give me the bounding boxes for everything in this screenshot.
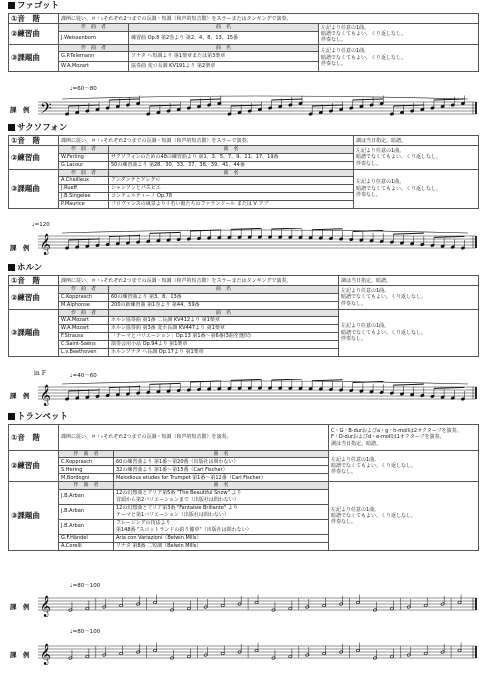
table-row: J.Rueff シャンソンとパスピエ [9, 184, 479, 192]
table-row: J.B.Arban 12の幻想曲とアリア第3番 "Fantaisie Brillante" より テーマと第1バリエーション（出版社は問わない） [9, 504, 479, 519]
table-row: W.Ferling サクソフォンのための48の練習曲より 第1、3、5、7、9、11、17、19番 [9, 153, 479, 161]
music-staff [38, 638, 478, 666]
table-row: J.B.Arban フレージングの技法より 第148番 "スコットランドの釣り鐘草"（出版社は問わない） [9, 519, 479, 534]
table-row: A.Chailleux アンダンテとアレグロ [9, 176, 479, 184]
score-example: in F ♩=40～60 課 例 𝄞 [8, 370, 478, 410]
etude-note: 左記より任意の1曲。 暗譜でなくてもよい。くり返しなし。 伴奏なし。 [339, 286, 479, 309]
music-staff [38, 228, 478, 260]
requirements-table [8, 13, 479, 72]
etude-label: ②練習曲 [9, 24, 59, 44]
column-header-author: 作 曲 者 [59, 146, 109, 153]
section-title: ホルン [8, 263, 42, 274]
clef-icon: 𝄞 [40, 644, 51, 665]
section-title: サクソフォン [8, 123, 67, 134]
table-row: M.Bordogni Melodious etudes for Trumpet 第1番～第12番（Carl Fischer） [9, 474, 479, 482]
note-beam [393, 233, 423, 234]
note-beam [109, 387, 139, 388]
table-row: G.Lacour 50の練習曲より 第28、30、33、37、38、39、41、44番 [9, 161, 479, 169]
scale-text: 課例に従い、＃・♭それぞれ2つまでの長調・短調（和声的短音階）を演奏。 [59, 425, 329, 451]
score-example: ♩=80～100 課 例 𝄞 [8, 629, 478, 669]
column-header-piece: 曲 名 [129, 24, 319, 31]
table-row: G.P.Telemann ソナタ へ短調より 第1楽章または第3楽章 [9, 51, 479, 61]
square-bullet-icon [8, 124, 15, 131]
set-piece-note: 左記より任意の1曲。 暗譜でなくてもよい。くり返しなし。 伴奏なし。 [354, 169, 479, 208]
score-example: ♩=80～100 課 例 𝄞 [8, 583, 478, 619]
note-beam [150, 232, 180, 233]
table-row: S.Hering 32の練習曲より 第1番～第15番（Carl Fischer） [9, 466, 479, 474]
square-bullet-icon [8, 2, 15, 9]
column-header-author: 作 曲 者 [59, 286, 109, 293]
note-beam [190, 99, 220, 100]
set-piece-label: ③課題曲 [9, 309, 59, 356]
scale-text: 課例に従い、＃・♭それぞれ2つまでの長調・短調（和声的短音階）をスラーまたはタンギングで演奏。 [59, 276, 339, 286]
set-piece-note: 左記より任意の1曲。 暗譜でなくてもよい。くり返しなし。 伴奏なし。 [339, 309, 479, 356]
scale-text: 課例に従い、＃・♭それぞれ2つまでの長調・短調（和声的短音階）をスラーまたはタンギングで演奏。 [59, 14, 479, 24]
slur [62, 381, 468, 384]
set-piece-note: 左記より任意の1曲。 暗譜でなくてもよい。くり返しなし。 伴奏なし。 [329, 482, 479, 550]
note-beam [231, 228, 261, 229]
note-beam [109, 99, 139, 100]
note-beam [434, 387, 464, 388]
scale-note: 調は当日指定。暗譜。 [354, 136, 479, 146]
column-header-piece: 曲 名 [114, 451, 329, 458]
scale-label: ①音 階 [9, 425, 59, 451]
table-row: M.Alphonse 200の新練習曲 第1巻より 第44、59番 [9, 301, 479, 309]
requirements-table [8, 135, 479, 209]
column-header-author: 作 曲 者 [59, 24, 129, 31]
note-beam [393, 384, 423, 385]
scale-label: ①音 階 [9, 14, 59, 24]
music-staff [38, 590, 478, 618]
music-staff [38, 379, 478, 409]
score-example: ♩=120 課 例 𝄞 [8, 222, 478, 262]
column-header-piece: 曲 名 [114, 482, 329, 489]
table-row: C.Saint-Saëns 演奏会用小品 Op.94より 第1楽章 [9, 340, 479, 348]
note-beam [272, 99, 302, 100]
column-header-piece: 曲 名 [129, 44, 319, 51]
table-row: W.A.Mozart 協奏曲 変ロ長調 KV191より 第2楽章 [9, 61, 479, 71]
table-row: C.Kopprasch 60の練習曲より 第1番～第20番（出版社は問わない） [9, 458, 479, 466]
music-staff [38, 94, 478, 122]
note-beam [312, 229, 342, 230]
scale-label: ①音 階 [9, 136, 59, 146]
column-header-piece: 曲 名 [109, 309, 339, 316]
slur [62, 96, 468, 99]
clef-icon: 𝄞 [40, 596, 51, 617]
note-beam [272, 379, 302, 380]
column-header-author: 作 曲 者 [59, 309, 109, 316]
requirements-table [8, 275, 479, 357]
column-header-author: 作 曲 者 [59, 451, 114, 458]
note-beam [150, 383, 180, 384]
set-piece-label: ③課題曲 [9, 44, 59, 71]
column-header-author: 作 曲 者 [59, 44, 129, 51]
table-row: L.v.Beethoven ホルンソナタ へ長調 Op.17より 第1楽章 [9, 348, 479, 356]
etude-note: 左記より任意の1曲。 暗譜でなくてもよい。くり返しなし。 伴奏なし。 [329, 451, 479, 482]
scale-text: 課例に従い、＃・♭それぞれ2つまでの長調・短調（和声的短音階）をスラーで演奏。 [59, 136, 354, 146]
table-row: J.B.Singelee コンチェルティーノ Op.78 [9, 192, 479, 200]
table-row: W.A.Mozart ホルン協奏曲 第1番 二長調 KV412より 第1楽章 [9, 316, 479, 324]
etude-label: ②練習曲 [9, 146, 59, 169]
square-bullet-icon [8, 413, 15, 420]
table-row: J.B.Arban 12の幻想曲とアリア第5番 "The Beautiful Snow" より 冒頭から第2バリエーションまで（出版社は問わない） [9, 489, 479, 504]
etude-note: 左記より任意の1曲。 暗譜でなくてもよい。くり返しなし。 伴奏なし。 [354, 146, 479, 169]
requirements-table [8, 424, 479, 551]
table-row: C.Kopprasch 60の練習曲より 第3、8、13番 [9, 293, 479, 301]
scale-label: ①音 階 [9, 276, 59, 286]
note-beam [231, 379, 261, 380]
column-header-author: 作 曲 者 [59, 169, 109, 176]
etude-note: 左記より任意の1曲。 暗譜でなくてもよい。くり返しなし。 伴奏なし。 [319, 24, 479, 44]
note-beam [109, 236, 139, 237]
etude-label: ②練習曲 [9, 451, 59, 482]
slur [62, 230, 468, 233]
table-row: F.Strauss 「テーマとバリエーション」Op.13 第1番～第6番(3曲を選択) [9, 332, 479, 340]
column-header-author: 作 曲 者 [59, 482, 114, 489]
set-piece-label: ③課題曲 [9, 482, 59, 550]
scale-note: 調は当日指定。暗譜。 [339, 276, 479, 286]
clef-icon: 𝄞 [40, 385, 51, 406]
column-header-piece: 曲 名 [109, 146, 354, 153]
note-beam [272, 228, 302, 229]
score-example: ♩=60～80 課 例 𝄢 [8, 86, 478, 122]
table-row: J.Weissenborn 練習曲 Op.8 第2巻より 第2、4、8、13、15番 [9, 31, 479, 44]
section-title: トランペット [8, 412, 68, 423]
table-row: P.Maurice プロヴァンスの風景より Ⅰ 若い娘たちのファランドール または Ⅴ アブ [9, 200, 479, 208]
set-piece-label: ③課題曲 [9, 169, 59, 208]
section-title: ファゴット [8, 1, 59, 12]
set-piece-note: 左記より任意の1曲。 暗譜でなくてもよい。くり返しなし。 伴奏なし。 [319, 44, 479, 71]
clef-icon: 𝄞 [40, 234, 51, 255]
clef-icon: 𝄢 [40, 100, 52, 121]
etude-label: ②練習曲 [9, 286, 59, 309]
square-bullet-icon [8, 264, 15, 271]
note-beam [434, 99, 464, 100]
column-header-piece: 曲 名 [109, 286, 339, 293]
note-beam [353, 99, 383, 100]
scale-note: C・G・B-durおよびa・g・h-mollは2オクターブを演奏。 F・D-durおよびd・e-mollは1オクターブを演奏。 調は当日指定。暗譜。 [329, 425, 479, 451]
column-header-piece: 曲 名 [109, 169, 354, 176]
table-row: A.Corelli ソナタ 第8番 二短調（Belwin Mills） [9, 542, 479, 550]
note-beam [312, 380, 342, 381]
table-row: W.A.Mozart ホルン協奏曲 第3番 変ホ長調 KV447より 第1楽章 [9, 324, 479, 332]
table-row: G.F.Händel Aria con Variazioni（Belwin Mills） [9, 534, 479, 542]
note-beam [434, 236, 464, 237]
